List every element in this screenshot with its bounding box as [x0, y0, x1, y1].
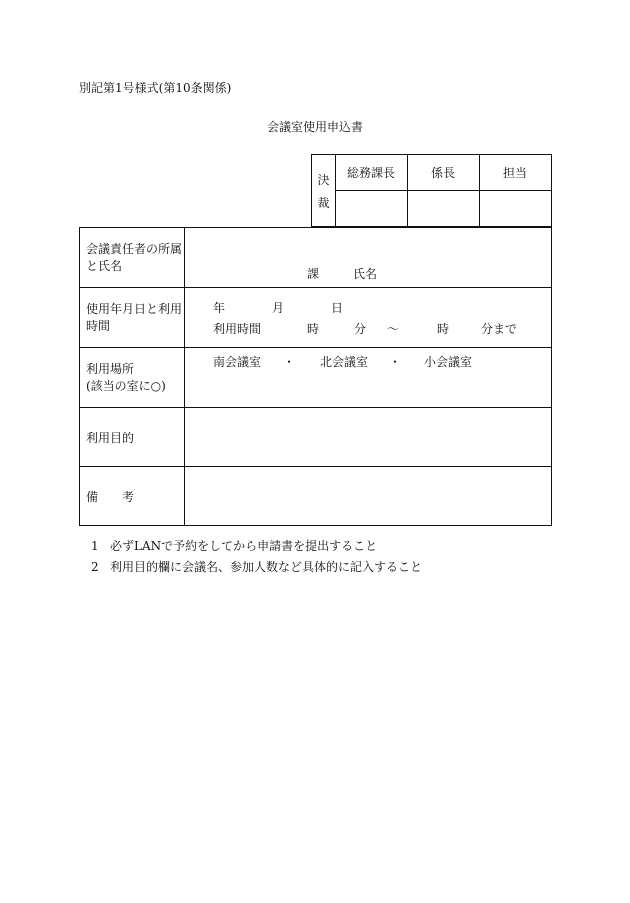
datetime-label-line2: 時間 [86, 319, 111, 333]
datetime-field[interactable] [185, 288, 551, 346]
approval-box [311, 154, 552, 227]
year-label: 年 [213, 301, 226, 315]
name-label: 氏名 [353, 267, 378, 281]
tilde-label: 〜 [387, 322, 400, 336]
place-label [86, 361, 166, 395]
purpose-field[interactable] [185, 408, 551, 465]
responsible-label-line1: 会議責任者の所属 [86, 242, 183, 256]
until-label: 分まで [481, 322, 518, 336]
form-reference: 別記第1号様式(第10条関係) [79, 81, 232, 95]
note-number: 1 [91, 539, 99, 553]
datetime-label-line1: 使用年月日と利用 [86, 302, 183, 316]
approval-column-manager: 総務課長 [346, 166, 395, 180]
approval-stamp-chief[interactable] [408, 191, 478, 226]
end-hour-label: 時 [437, 322, 450, 336]
notes [91, 536, 422, 578]
responsible-field[interactable] [185, 228, 551, 286]
approval-stamp-manager[interactable] [336, 191, 406, 226]
note-number: 2 [91, 560, 99, 574]
room-separator: ・ [283, 355, 296, 369]
note-item [91, 536, 422, 557]
month-label: 月 [272, 301, 285, 315]
room-separator: ・ [389, 355, 402, 369]
usage-time-label: 利用時間 [213, 322, 262, 336]
note-item [91, 557, 422, 578]
note-text: 利用目的欄に会議名、参加人数など具体的に記入すること [110, 560, 423, 574]
note-text: 必ずLANで予約をしてから申請書を提出すること [110, 539, 378, 553]
row-divider [80, 347, 551, 348]
start-hour-label: 時 [307, 322, 320, 336]
responsible-label [86, 241, 182, 275]
room-south[interactable]: 南会議室 [213, 355, 262, 369]
document-title: 会議室使用申込書 [266, 120, 363, 134]
day-label: 日 [331, 301, 344, 315]
purpose-label: 利用目的 [86, 431, 135, 445]
place-label-line2: (該当の室に○) [86, 379, 166, 393]
approval-label-2: 裁 [317, 196, 330, 210]
remarks-field[interactable] [185, 467, 551, 525]
approval-label-1: 決 [317, 173, 330, 187]
start-minute-label: 分 [354, 322, 367, 336]
datetime-label [86, 301, 182, 335]
section-label: 課 [307, 267, 320, 281]
approval-column-staff: 担当 [502, 166, 527, 180]
remarks-label: 備 考 [86, 490, 135, 504]
room-small[interactable]: 小会議室 [424, 355, 473, 369]
approval-column-chief: 係長 [430, 166, 455, 180]
place-label-line1: 利用場所 [86, 362, 135, 376]
responsible-label-line2: と氏名 [86, 259, 123, 273]
application-table [79, 227, 552, 526]
approval-stamp-staff[interactable] [480, 191, 551, 226]
room-north[interactable]: 北会議室 [320, 355, 369, 369]
